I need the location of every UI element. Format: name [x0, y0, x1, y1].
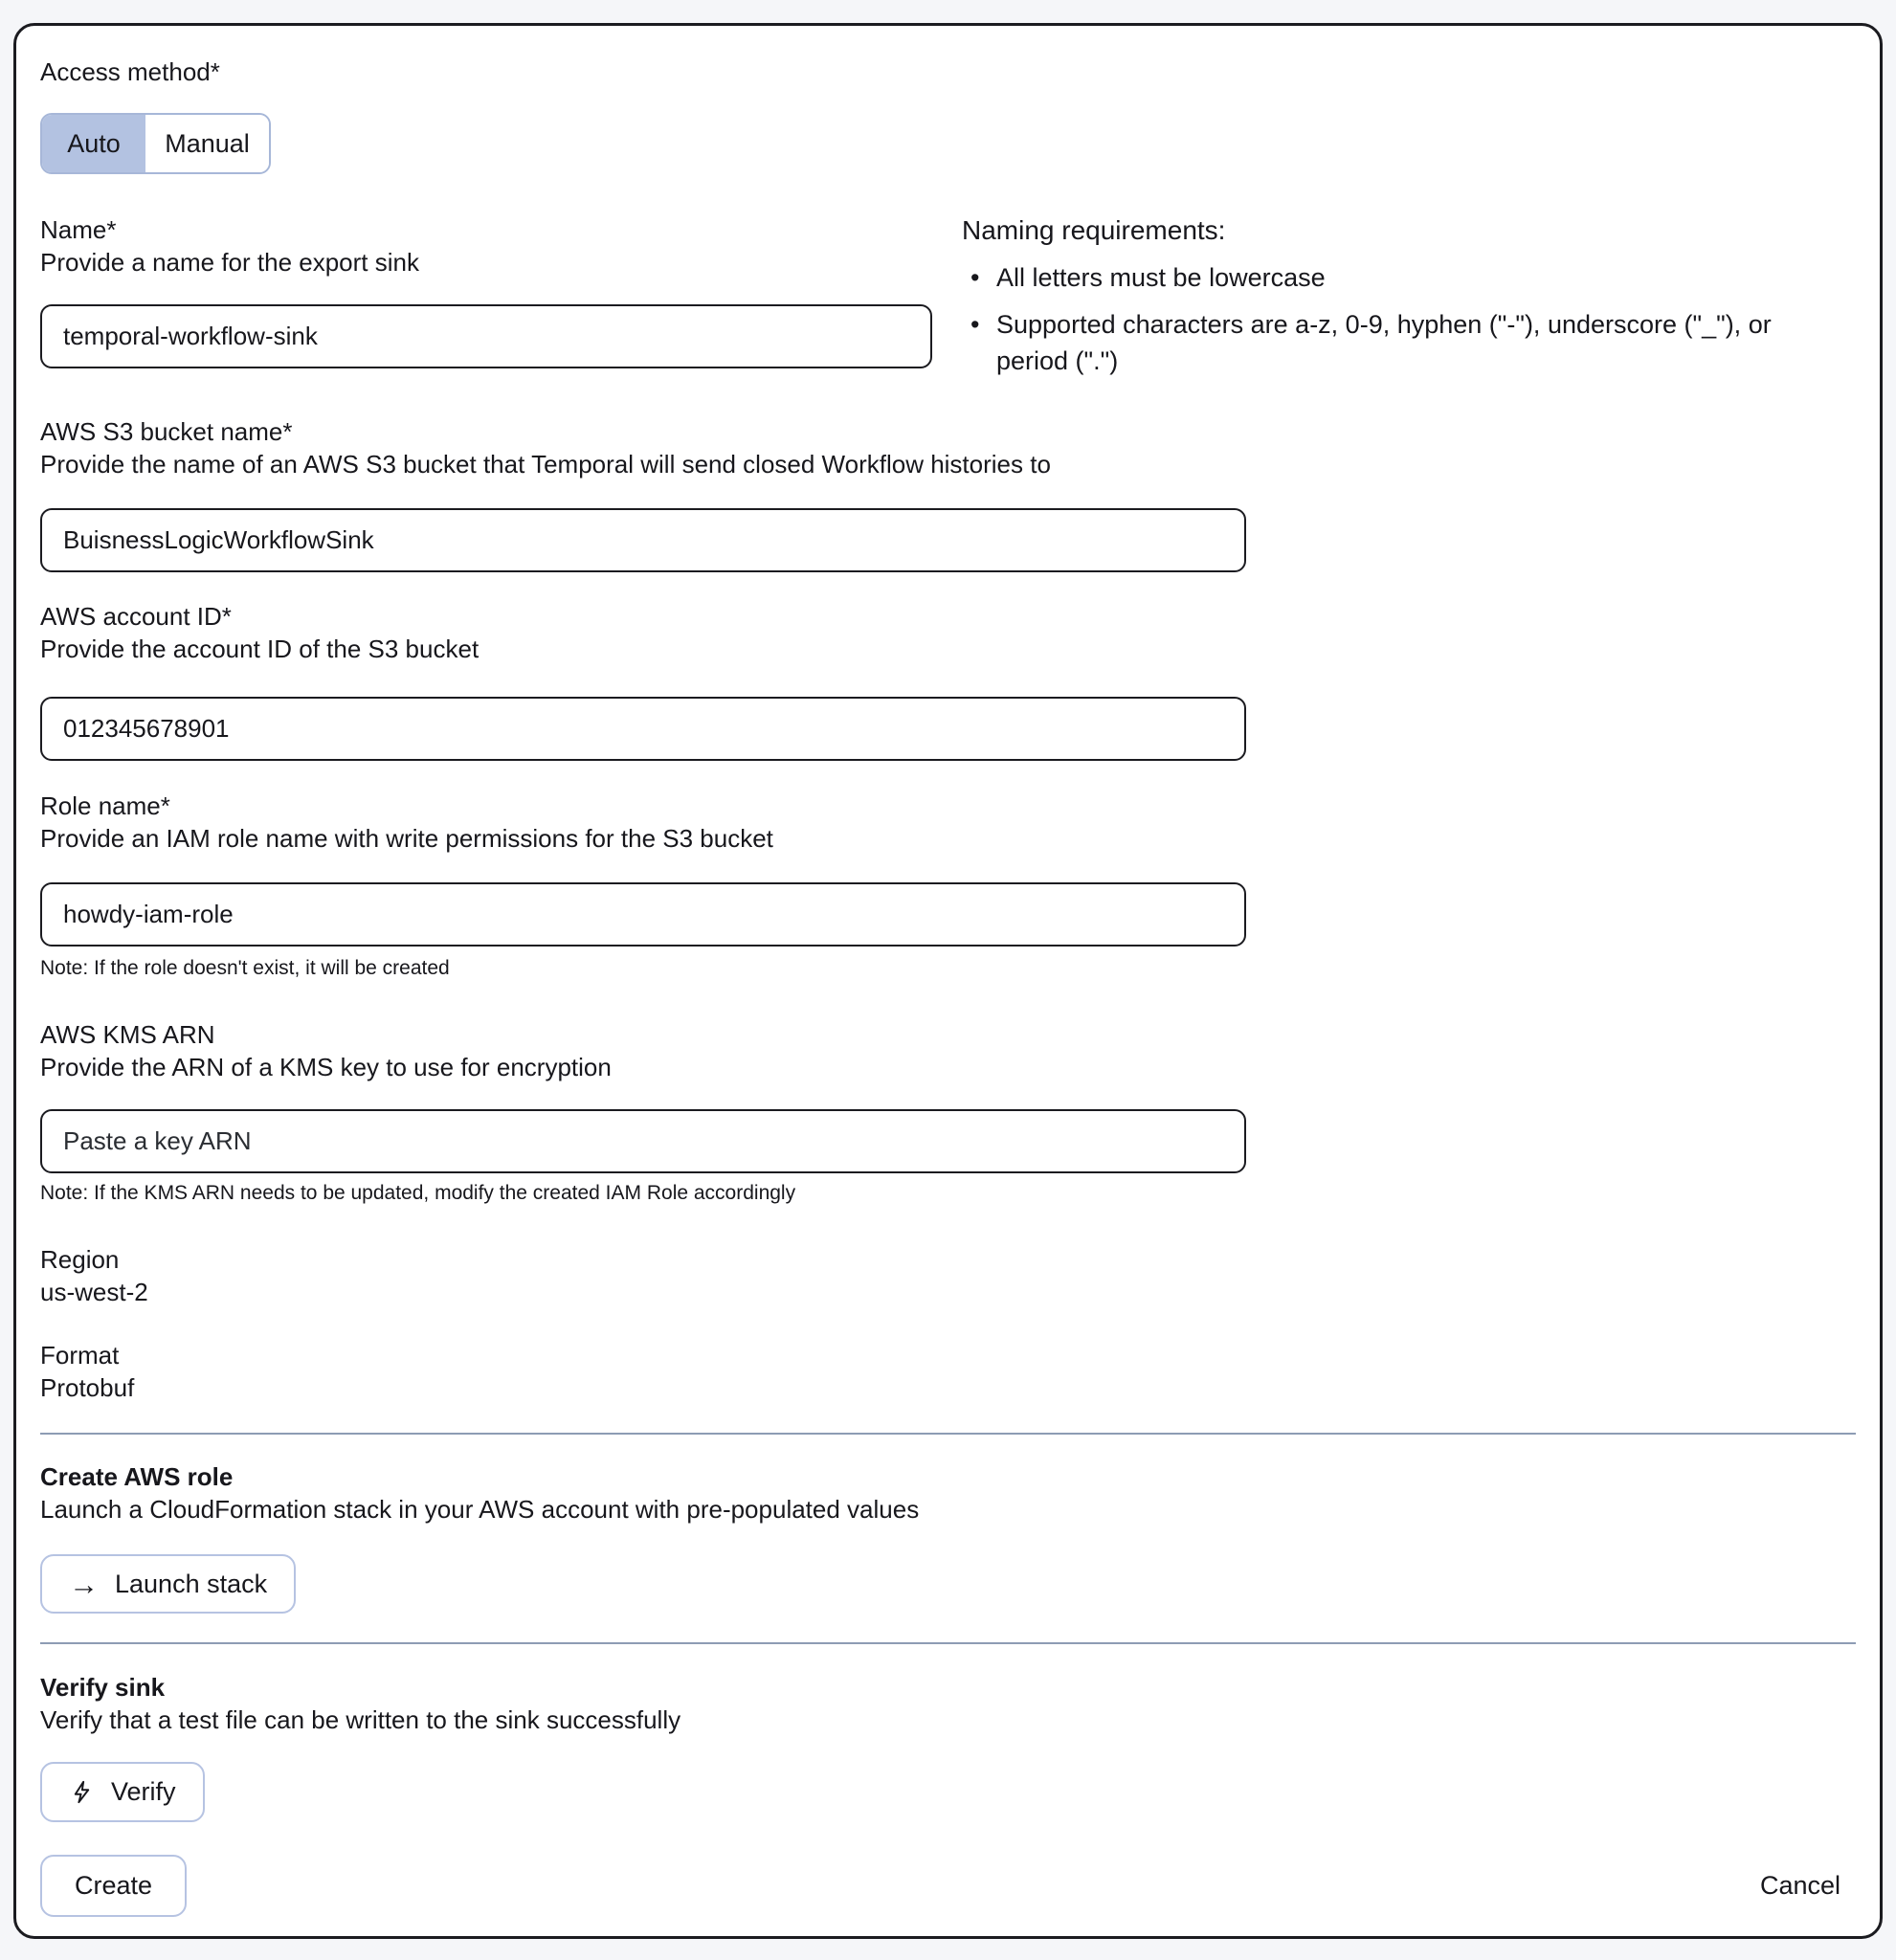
naming-requirement-item: • All letters must be lowercase: [962, 259, 1823, 296]
format-readonly-section: [40, 1339, 1856, 1404]
s3-bucket-label: AWS S3 bucket name*: [40, 417, 293, 446]
name-description: Provide a name for the export sink: [40, 248, 419, 277]
role-name-field-section: [40, 790, 1856, 981]
region-value: us-west-2: [40, 1278, 148, 1306]
name-and-requirements-row: [40, 213, 1856, 379]
launch-stack-button-label: Launch stack: [115, 1569, 268, 1598]
format-value: Protobuf: [40, 1373, 135, 1402]
export-sink-form-card: [13, 23, 1883, 1939]
arrow-right-icon: →: [69, 1567, 99, 1601]
account-id-field-section: [40, 600, 1856, 761]
verify-sink-section: [40, 1671, 1856, 1822]
naming-requirements: [962, 213, 1823, 379]
name-field-section: [40, 213, 932, 379]
create-button-label: Create: [75, 1871, 153, 1900]
kms-arn-description: Provide the ARN of a KMS key to use for encryption: [40, 1053, 612, 1081]
launch-stack-button[interactable]: [40, 1554, 296, 1614]
access-method-toggle: [40, 113, 271, 174]
role-name-note: Note: If the role doesn't exist, it will be created: [40, 957, 450, 979]
create-button[interactable]: [40, 1855, 187, 1917]
create-aws-role-title: Create AWS role: [40, 1462, 234, 1491]
section-divider: [40, 1433, 1856, 1435]
create-aws-role-description: Launch a CloudFormation stack in your AWS account with pre-populated values: [40, 1495, 920, 1524]
verify-button-label: Verify: [111, 1777, 176, 1806]
access-method-option-manual[interactable]: Manual: [145, 115, 269, 172]
role-name-description: Provide an IAM role name with write permissions for the S3 bucket: [40, 824, 773, 853]
access-method-label: Access method*: [40, 57, 220, 86]
s3-bucket-description: Provide the name of an AWS S3 bucket that Temporal will send closed Workflow histories to: [40, 450, 1051, 479]
account-id-description: Provide the account ID of the S3 bucket: [40, 635, 480, 663]
account-id-label: AWS account ID*: [40, 602, 232, 631]
account-id-input[interactable]: [40, 697, 1246, 761]
role-name-label: Role name*: [40, 791, 170, 820]
name-label: Name*: [40, 215, 117, 244]
format-label: Format: [40, 1341, 120, 1370]
kms-arn-label: AWS KMS ARN: [40, 1020, 215, 1049]
naming-requirements-title: Naming requirements:: [962, 215, 1226, 245]
naming-requirement-item: • Supported characters are a-z, 0-9, hyphen ("-"), underscore ("_"), or period ("."): [962, 306, 1823, 379]
verify-button[interactable]: [40, 1762, 205, 1822]
verify-sink-title: Verify sink: [40, 1673, 166, 1702]
form-footer: [40, 1855, 1856, 1917]
name-input[interactable]: [40, 304, 932, 368]
create-aws-role-section: [40, 1460, 1856, 1614]
role-name-input[interactable]: [40, 882, 1246, 947]
section-divider: [40, 1642, 1856, 1644]
lightning-icon: [69, 1779, 95, 1805]
region-label: Region: [40, 1245, 120, 1274]
region-readonly-section: [40, 1243, 1856, 1308]
verify-sink-description: Verify that a test file can be written to the sink successfully: [40, 1705, 681, 1734]
cancel-link[interactable]: Cancel: [1759, 1871, 1840, 1900]
s3-bucket-input[interactable]: [40, 508, 1246, 572]
kms-arn-input[interactable]: [40, 1109, 1246, 1173]
access-method-option-auto[interactable]: Auto: [42, 115, 145, 172]
kms-arn-field-section: [40, 1018, 1856, 1206]
s3-bucket-field-section: [40, 415, 1856, 572]
kms-arn-note: Note: If the KMS ARN needs to be updated, modify the created IAM Role accordingly: [40, 1182, 796, 1204]
naming-requirements-list: [962, 259, 1823, 379]
